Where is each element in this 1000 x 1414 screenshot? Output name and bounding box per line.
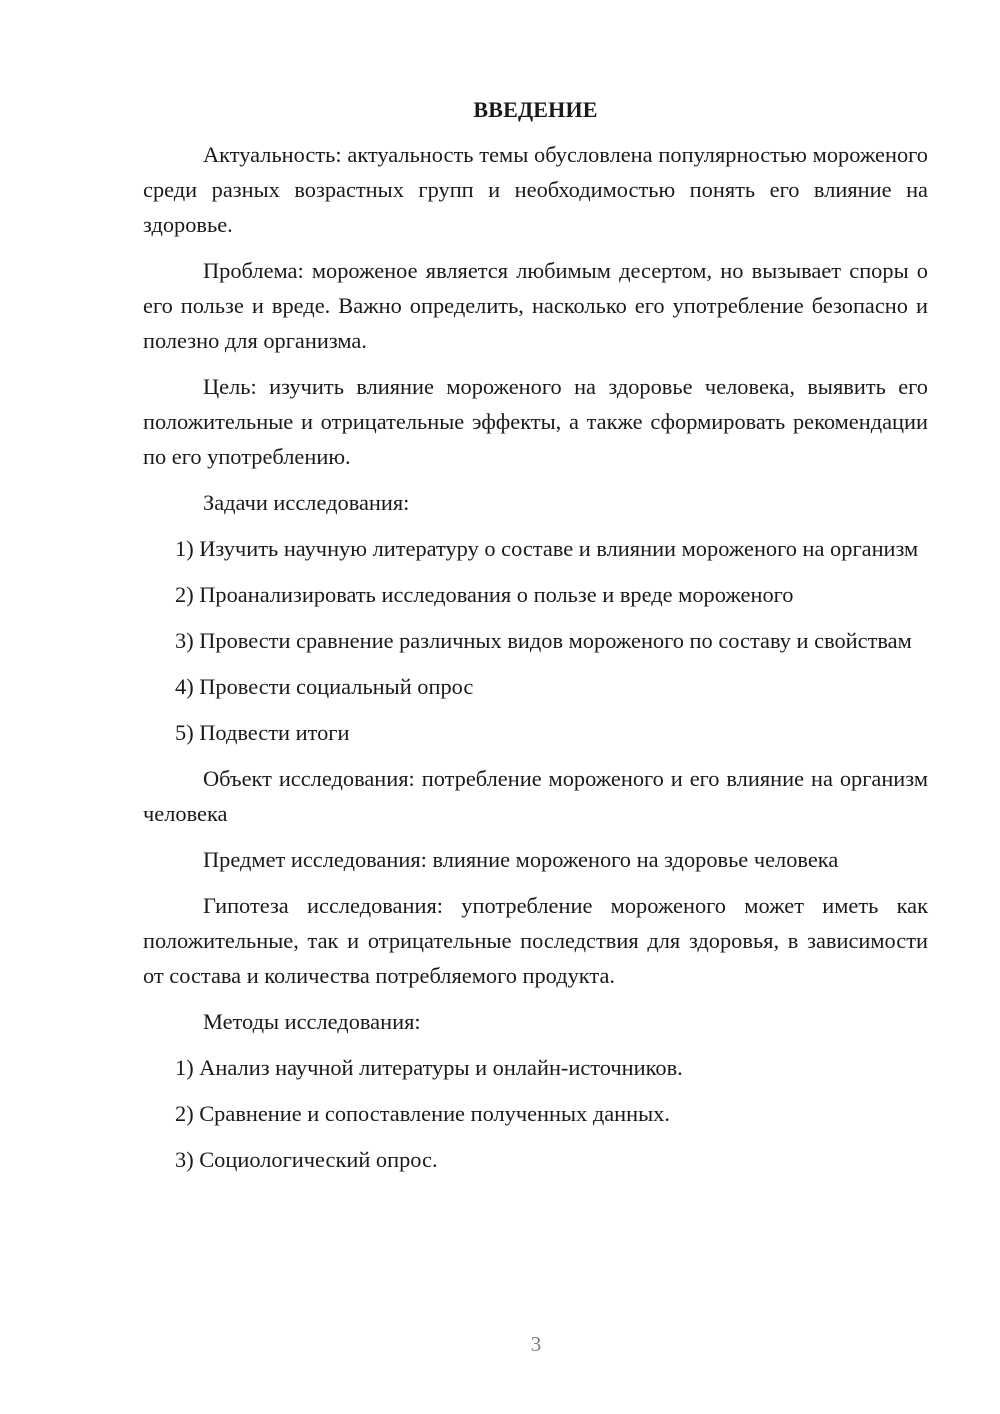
goal-paragraph: Цель: изучить влияние мороженого на здоровье человека, выявить его положительные и отрицательные эффекты, а также сформировать рекомендации по его употреблению.	[143, 374, 928, 469]
task-item: 5) Подвести итоги	[175, 720, 350, 745]
page-number: 3	[530, 1332, 542, 1356]
methods-heading: Методы исследования:	[203, 1009, 421, 1034]
method-item: 3) Социологический опрос.	[175, 1147, 438, 1172]
task-item: 1) Изучить научную литературу о составе и влиянии мороженого на организм	[175, 536, 919, 561]
problem-paragraph: Проблема: мороженое является любимым десертом, но вызывает споры о его пользе и вреде. Важно определить, насколько его употребление безопасно и полезно для организма.	[143, 258, 928, 353]
task-item: 4) Провести социальный опрос	[175, 674, 474, 699]
hypothesis-paragraph: Гипотеза исследования: употребление мороженого может иметь как положительные, так и отрицательные последствия для здоровья, в зависимости от состава и количества потребляемого продукта.	[143, 893, 928, 988]
subject-paragraph: Предмет исследования: влияние мороженого на здоровье человека	[203, 847, 839, 872]
relevance-paragraph: Актуальность: актуальность темы обусловлена популярностью мороженого среди разных возрастных групп и необходимостью понять его влияние на здоровье.	[143, 142, 928, 237]
task-item: 3) Провести сравнение различных видов мороженого по составу и свойствам	[175, 628, 912, 653]
object-paragraph: Объект исследования: потребление мороженого и его влияние на организм человека	[143, 766, 928, 826]
document-page	[143, 92, 928, 1188]
tasks-heading: Задачи исследования:	[203, 490, 410, 515]
section-title: ВВЕДЕНИЕ	[473, 97, 598, 122]
task-item: 2) Проанализировать исследования о пользе и вреде мороженого	[175, 582, 794, 607]
method-item: 2) Сравнение и сопоставление полученных данных.	[175, 1101, 670, 1126]
method-item: 1) Анализ научной литературы и онлайн-источников.	[175, 1055, 683, 1080]
